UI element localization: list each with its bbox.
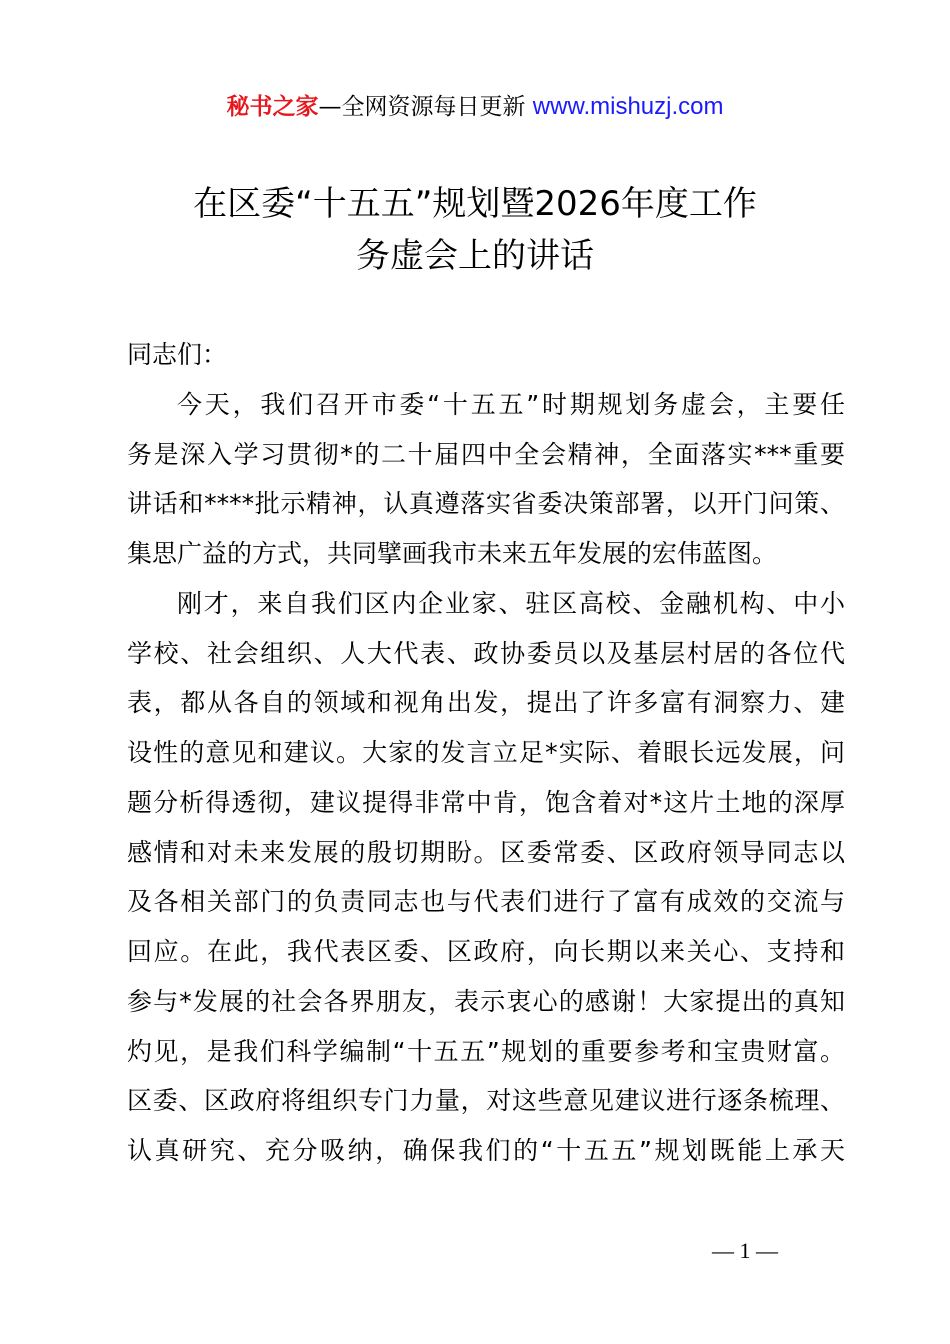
document-body bbox=[127, 330, 845, 1176]
text-line: 刚才，来自我们区内企业家、驻区高校、金融机构、中小 bbox=[177, 588, 845, 618]
text-line: 务是深入学习贯彻*的二十届四中全会精神，全面落实***重要 bbox=[127, 439, 845, 469]
text-line: 表，都从各自的领域和视角出发，提出了许多富有洞察力、建 bbox=[127, 688, 845, 718]
text-line: 灼见，是我们科学编制“十五五”规划的重要参考和宝贵财富。 bbox=[127, 1036, 845, 1066]
salutation: 同志们： bbox=[127, 340, 228, 369]
text-line: 学校、社会组织、人大代表、政协委员以及基层村居的各位代 bbox=[127, 638, 845, 668]
text-line: 今天，我们召开市委“十五五”时期规划务虚会，主要任 bbox=[177, 389, 845, 419]
text-line: 题分析得透彻，建议提得非常中肯，饱含着对*这片土地的深厚 bbox=[127, 787, 845, 817]
header-url-link[interactable]: www.mishuzj.com bbox=[532, 93, 724, 120]
text-line: 区委、区政府将组织专门力量，对这些意见建议进行逐条梳理、 bbox=[127, 1086, 845, 1116]
text-line: 感情和对未来发展的殷切期盼。区委常委、区政府领导同志以 bbox=[127, 837, 845, 867]
title-line-2: 务虚会上的讲话 bbox=[356, 236, 594, 276]
text-line: 认真研究、充分吸纳，确保我们的“十五五”规划既能上承天 bbox=[127, 1136, 845, 1165]
brand-name: 秘书之家 bbox=[226, 94, 319, 120]
text-line: 回应。在此，我代表区委、区政府，向长期以来关心、支持和 bbox=[127, 937, 845, 966]
site-watermark-header bbox=[0, 88, 950, 121]
document-title bbox=[0, 178, 950, 282]
text-line: 及各相关部门的负责同志也与代表们进行了富有成效的交流与 bbox=[127, 887, 845, 917]
text-line: 讲话和****批示精神，认真遵落实省委决策部署，以开门问策、 bbox=[127, 489, 845, 519]
title-line-1: 在区委“十五五”规划暨2026年度工作 bbox=[193, 184, 757, 224]
text-line: 参与*发展的社会各界朋友，表示衷心的感谢！大家提出的真知 bbox=[127, 986, 845, 1016]
text-line: 设性的意见和建议。大家的发言立足*实际、着眼长远发展，问 bbox=[127, 738, 845, 767]
page-number: — 1 — bbox=[712, 1238, 778, 1263]
text-line: 集思广益的方式，共同擘画我市未来五年发展的宏伟蓝图。 bbox=[127, 539, 778, 568]
header-slogan: —全网资源每日更新 bbox=[318, 94, 526, 120]
